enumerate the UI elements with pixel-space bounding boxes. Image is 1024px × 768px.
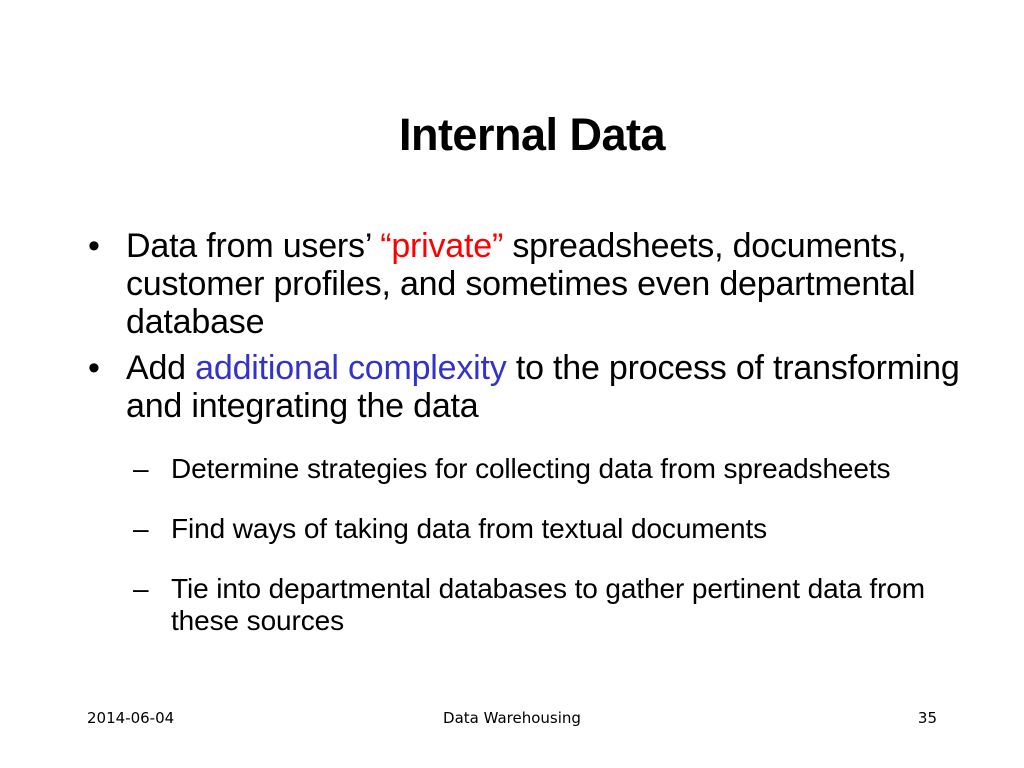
slide-title: Internal Data: [398, 109, 666, 160]
bullet-item: [88, 227, 988, 341]
bullet-text: to the process of transforming and integrating the data: [126, 349, 960, 425]
sub-bullet-item: [133, 573, 988, 637]
sub-bullet-text: Determine strategies for collecting data from spreadsheets: [171, 453, 891, 484]
sub-bullet-text: Find ways of taking data from textual documents: [171, 513, 768, 544]
bullet-text: Data from users’: [126, 227, 381, 265]
dash-marker: –: [133, 453, 149, 484]
bullet-text: spreadsheets, documents, customer profiles, and sometimes even departmental database: [126, 227, 916, 341]
highlight-private: “private”: [380, 227, 504, 265]
bullet-marker: •: [88, 349, 100, 387]
sub-bullet-item: [133, 453, 988, 485]
slide-body: [88, 227, 988, 646]
footer-title: Data Warehousing: [443, 709, 581, 727]
dash-marker: –: [133, 573, 149, 604]
bullet-text: Add: [126, 349, 196, 387]
sub-bullet-item: [133, 513, 988, 545]
footer-date: 2014-06-04: [87, 709, 175, 727]
bullet-item: [88, 349, 988, 425]
bullet-marker: •: [88, 227, 100, 265]
highlight-additional-complexity: additional complexity: [195, 349, 507, 387]
sub-bullet-text: Tie into departmental databases to gather pertinent data from these sources: [171, 573, 925, 636]
dash-marker: –: [133, 513, 149, 544]
footer-page-number: 35: [917, 709, 937, 727]
